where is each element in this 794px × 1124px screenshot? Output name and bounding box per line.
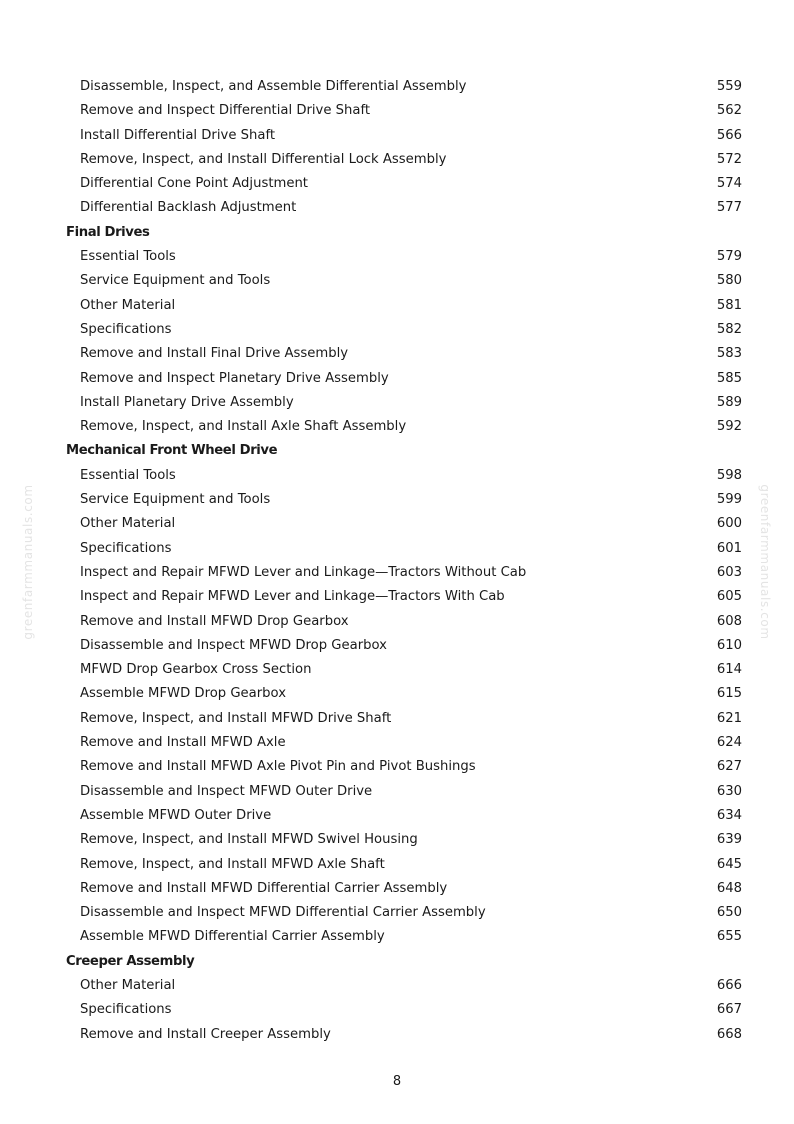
entry-page-number: 605 [716, 589, 742, 605]
entry-title: Remove, Inspect, and Install Differential Lock Assembly [80, 151, 447, 167]
entry-page-number: 608 [716, 613, 742, 629]
entry-page-number: 572 [716, 151, 742, 167]
toc-entry[interactable] [0, 342, 794, 366]
toc-entry[interactable] [0, 367, 794, 391]
entry-title: Remove and Inspect Planetary Drive Assembly [80, 370, 389, 386]
entry-page-number: 655 [716, 929, 742, 945]
entry-page-number: 621 [716, 710, 742, 726]
toc-entry[interactable] [0, 172, 794, 196]
toc-entry[interactable] [0, 318, 794, 342]
toc-entry[interactable] [0, 99, 794, 123]
entry-title: Assemble MFWD Outer Drive [80, 807, 272, 823]
toc-entry[interactable] [0, 682, 794, 706]
toc-entry[interactable] [0, 755, 794, 779]
entry-title: Inspect and Repair MFWD Lever and Linkage—Tractors With Cab [80, 589, 505, 605]
entry-page-number: 582 [716, 321, 742, 337]
entry-page-number: 589 [716, 394, 742, 410]
toc-entry[interactable] [0, 245, 794, 269]
entry-title: Service Equipment and Tools [80, 273, 271, 289]
table-of-contents [0, 75, 794, 1047]
toc-entry[interactable] [0, 391, 794, 415]
entry-page-number: 627 [716, 759, 742, 775]
entry-page-number: 601 [716, 540, 742, 556]
entry-page-number: 614 [716, 662, 742, 678]
entry-page-number: 583 [716, 346, 742, 362]
toc-entry[interactable] [0, 124, 794, 148]
entry-title: Other Material [80, 977, 176, 993]
toc-entry[interactable] [0, 75, 794, 99]
toc-entry[interactable] [0, 998, 794, 1022]
entry-title: Remove and Install MFWD Axle Pivot Pin and Pivot Bushings [80, 759, 476, 775]
entry-page-number: 577 [716, 200, 742, 216]
section-title: Final Drives [66, 224, 150, 240]
entry-title: Disassemble, Inspect, and Assemble Differential Assembly [80, 79, 467, 94]
toc-entry[interactable] [0, 925, 794, 949]
entry-page-number: 615 [716, 686, 742, 702]
entry-title: Disassemble and Inspect MFWD Outer Drive [80, 783, 373, 799]
entry-page-number: 566 [716, 127, 742, 143]
entry-page-number: 592 [716, 419, 742, 435]
entry-title: Install Differential Drive Shaft [80, 127, 276, 143]
toc-entry[interactable] [0, 537, 794, 561]
entry-page-number: 648 [716, 880, 742, 896]
section-title: Mechanical Front Wheel Drive [66, 443, 278, 459]
entry-title: Specifications [80, 1002, 172, 1018]
toc-entry[interactable] [0, 828, 794, 852]
entry-page-number: 599 [716, 492, 742, 508]
entry-title: Service Equipment and Tools [80, 492, 271, 508]
entry-page-number: 580 [716, 273, 742, 289]
entry-page-number: 645 [716, 856, 742, 872]
entry-title: Differential Backlash Adjustment [80, 200, 297, 216]
toc-entry[interactable] [0, 707, 794, 731]
toc-entry[interactable] [0, 488, 794, 512]
entry-title: Disassemble and Inspect MFWD Differential Carrier Assembly [80, 905, 486, 921]
watermark-left: greenfarmmanuals.com [21, 484, 35, 640]
entry-page-number: 630 [716, 783, 742, 799]
entry-page-number: 562 [716, 103, 742, 119]
toc-entry[interactable] [0, 1023, 794, 1047]
entry-title: Remove and Install Creeper Assembly [80, 1026, 331, 1042]
entry-page-number: 559 [716, 79, 742, 94]
entry-title: Other Material [80, 516, 176, 532]
entry-title: Inspect and Repair MFWD Lever and Linkage—Tractors Without Cab [80, 564, 527, 580]
entry-title: Essential Tools [80, 467, 176, 483]
entry-title: Remove and Install Final Drive Assembly [80, 346, 349, 362]
entry-page-number: 581 [716, 297, 742, 313]
toc-section-heading [0, 221, 794, 245]
toc-entry[interactable] [0, 610, 794, 634]
entry-title: MFWD Drop Gearbox Cross Section [80, 662, 312, 678]
entry-title: Assemble MFWD Drop Gearbox [80, 686, 287, 702]
entry-page-number: 634 [716, 807, 742, 823]
entry-title: Remove and Install MFWD Differential Carrier Assembly [80, 880, 448, 896]
toc-entry[interactable] [0, 780, 794, 804]
page-number: 8 [392, 1074, 402, 1089]
toc-entry[interactable] [0, 901, 794, 925]
toc-entry[interactable] [0, 415, 794, 439]
entry-page-number: 585 [716, 370, 742, 386]
toc-entry[interactable] [0, 804, 794, 828]
entry-page-number: 666 [716, 977, 742, 993]
toc-entry[interactable] [0, 148, 794, 172]
entry-title: Remove and Inspect Differential Drive Shaft [80, 103, 371, 119]
entry-page-number: 610 [716, 637, 742, 653]
entry-page-number: 667 [716, 1002, 742, 1018]
entry-title: Disassemble and Inspect MFWD Drop Gearbox [80, 637, 387, 653]
entry-title: Install Planetary Drive Assembly [80, 394, 294, 410]
entry-title: Remove and Install MFWD Axle [80, 735, 286, 751]
toc-entry[interactable] [0, 731, 794, 755]
toc-entry[interactable] [0, 512, 794, 536]
entry-title: Specifications [80, 321, 172, 337]
toc-entry[interactable] [0, 974, 794, 998]
entry-title: Remove, Inspect, and Install Axle Shaft Assembly [80, 419, 407, 435]
toc-section-heading [0, 950, 794, 974]
entry-page-number: 639 [716, 832, 742, 848]
entry-page-number: 650 [716, 905, 742, 921]
entry-title: Remove, Inspect, and Install MFWD Axle Shaft [80, 856, 385, 872]
entry-title: Assemble MFWD Differential Carrier Assembly [80, 929, 385, 945]
toc-entry[interactable] [0, 561, 794, 585]
watermark-right: greenfarmmanuals.com [758, 484, 772, 640]
toc-entry[interactable] [0, 877, 794, 901]
toc-entry[interactable] [0, 196, 794, 220]
entry-title: Other Material [80, 297, 176, 313]
entry-title: Remove and Install MFWD Drop Gearbox [80, 613, 349, 629]
section-title: Creeper Assembly [66, 953, 195, 969]
toc-entry[interactable] [0, 658, 794, 682]
entry-page-number: 600 [716, 516, 742, 532]
entry-page-number: 668 [716, 1026, 742, 1042]
entry-page-number: 603 [716, 564, 742, 580]
toc-entry[interactable] [0, 464, 794, 488]
entry-page-number: 624 [716, 735, 742, 751]
toc-entry[interactable] [0, 634, 794, 658]
toc-entry[interactable] [0, 853, 794, 877]
toc-entry[interactable] [0, 585, 794, 609]
entry-page-number: 574 [716, 176, 742, 192]
entry-title: Remove, Inspect, and Install MFWD Drive Shaft [80, 710, 392, 726]
entry-title: Remove, Inspect, and Install MFWD Swivel Housing [80, 832, 418, 848]
entry-title: Essential Tools [80, 249, 176, 265]
entry-title: Differential Cone Point Adjustment [80, 176, 308, 192]
toc-section-heading [0, 439, 794, 463]
toc-entry[interactable] [0, 269, 794, 293]
entry-page-number: 598 [716, 467, 742, 483]
entry-title: Specifications [80, 540, 172, 556]
entry-page-number: 579 [716, 249, 742, 265]
toc-entry[interactable] [0, 294, 794, 318]
